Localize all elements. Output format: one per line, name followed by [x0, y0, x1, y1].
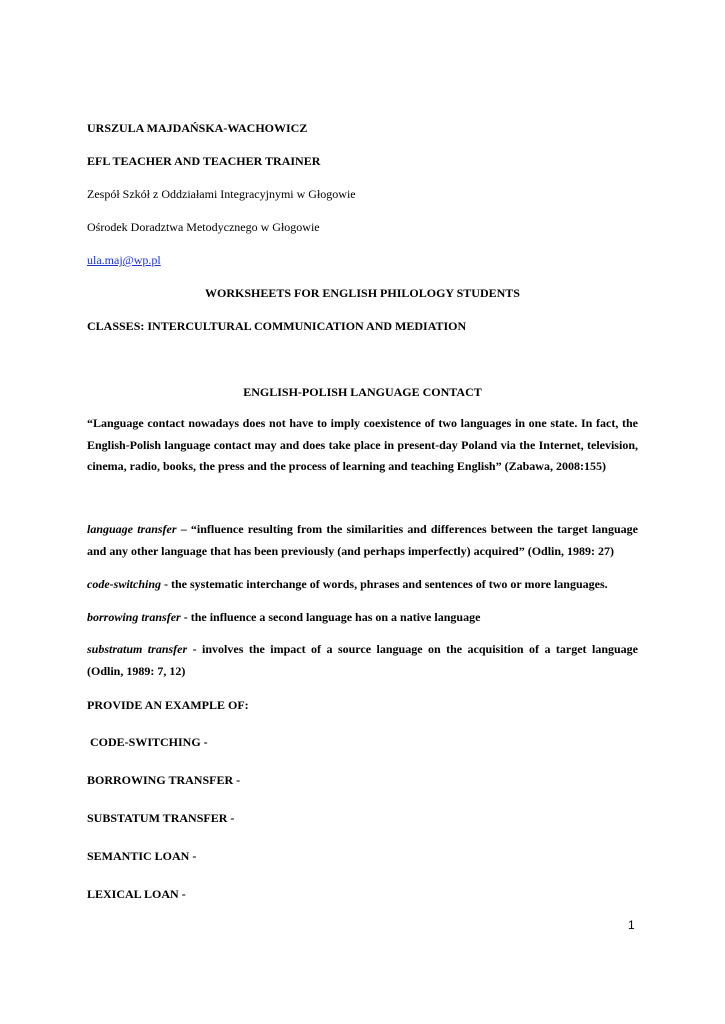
school-name: Zespół Szkół z Oddziałami Integracyjnymi w Głogowie — [87, 187, 356, 201]
definition-substratum-transfer — [87, 639, 638, 682]
definition-term: substratum transfer — [87, 642, 188, 656]
definition-term: borrowing transfer — [87, 610, 181, 624]
definition-borrowing-transfer — [87, 607, 638, 627]
definition-term: language transfer — [87, 522, 177, 536]
classes-line: CLASSES: INTERCULTURAL COMMUNICATION AND MEDIATION — [87, 319, 467, 333]
section-title: ENGLISH-POLISH LANGUAGE CONTACT — [243, 385, 482, 399]
definition-text: – “influence resulting from the similarities and differences between the target language and any other language that has been previously (and perhaps imperfectly) acquired” (Odlin, 1989: 27) — [87, 522, 638, 558]
worksheet-title: WORKSHEETS FOR ENGLISH PHILOLOGY STUDENTS — [205, 286, 520, 300]
author-name: URSZULA MAJDAŃSKA-WACHOWICZ — [87, 121, 308, 135]
definition-language-transfer — [87, 519, 638, 562]
page-number: 1 — [628, 918, 635, 932]
author-role: EFL TEACHER AND TEACHER TRAINER — [87, 154, 321, 168]
definition-term: code-switching — [87, 577, 161, 591]
task-item-borrowing-transfer: BORROWING TRANSFER - — [87, 773, 241, 787]
intro-quote: “Language contact nowadays does not have to imply coexistence of two languages in one state. In fact, the English-Polish language contact may and does take place in present-day Poland via the Internet, television, cinema, radio, books, the press and the process of learning and teaching English” (Zabawa, 2008:155) — [87, 416, 638, 473]
definition-code-switching — [87, 574, 638, 594]
task-item-lexical-loan: LEXICAL LOAN - — [87, 887, 186, 901]
task-prompt: PROVIDE AN EXAMPLE OF: — [87, 698, 249, 712]
task-item-substatum-transfer: SUBSTATUM TRANSFER - — [87, 811, 235, 825]
email-link[interactable]: ula.maj@wp.pl — [87, 253, 161, 267]
definition-text: - involves the impact of a source language on the acquisition of a target language (Odlin, 1989: 7, 12) — [87, 642, 638, 678]
task-item-semantic-loan: SEMANTIC LOAN - — [87, 849, 197, 863]
email-line — [87, 250, 638, 270]
task-item-code-switching: CODE-SWITCHING - — [87, 735, 208, 749]
definition-text: - the systematic interchange of words, phrases and sentences of two or more languages. — [161, 577, 608, 591]
definition-text: - the influence a second language has on a native language — [180, 610, 481, 624]
centre-name: Ośrodek Doradztwa Metodycznego w Głogowie — [87, 220, 320, 234]
